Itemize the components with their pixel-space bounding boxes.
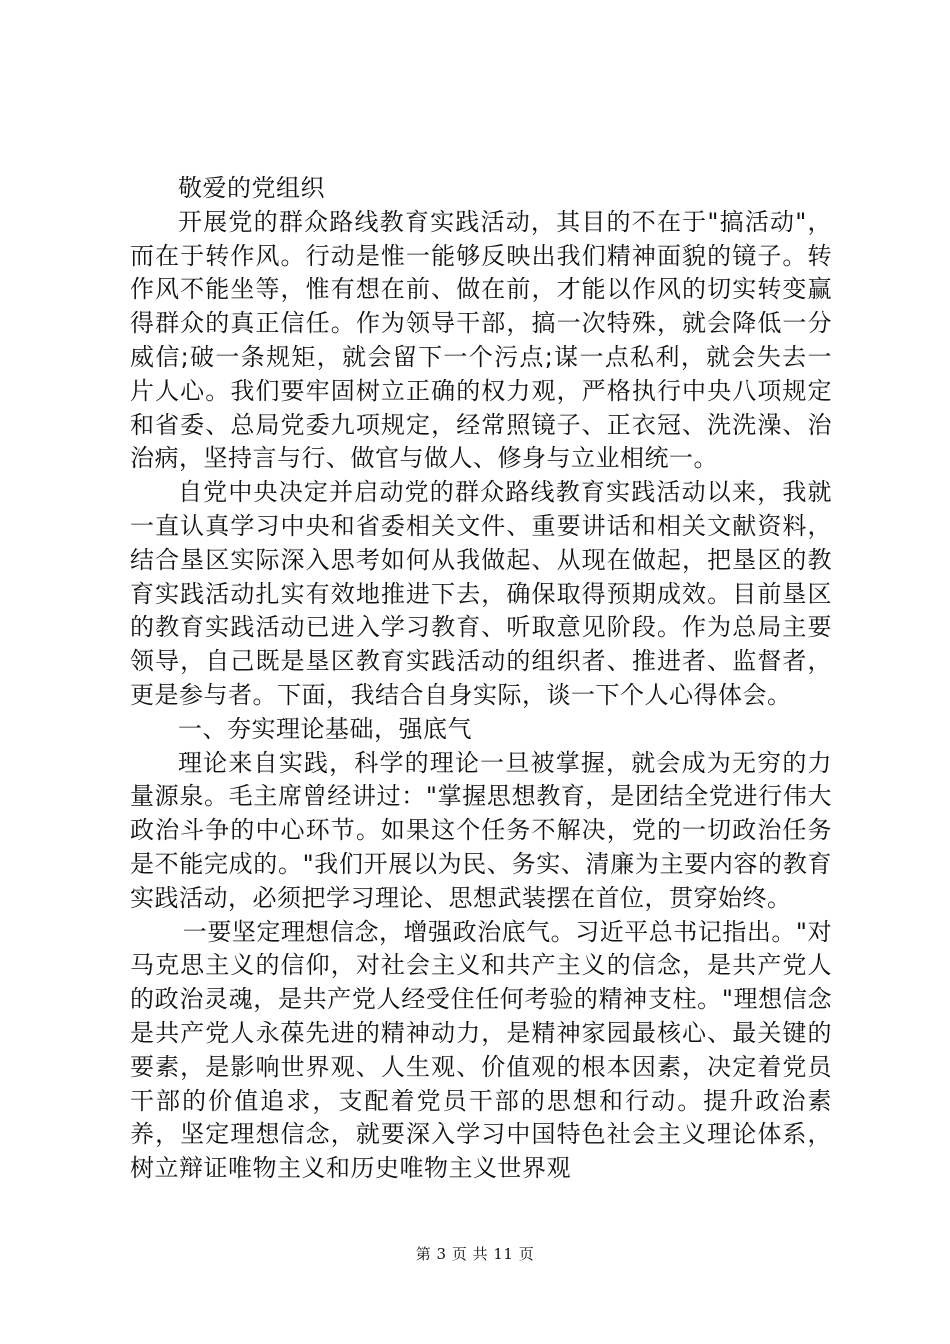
page-number-footer: 第 3 页 共 11 页 xyxy=(415,1245,535,1263)
section-heading-1: 一、夯实理论基础，强底气 xyxy=(178,714,472,743)
paragraph-theory: 理论来自实践，科学的理论一旦被掌握，就会成为无穷的力量源泉。毛主席曾经讲过："掌握思想教育，是团结全党进行伟大政治斗争的中心环节。如果这个任务不解决，党的一切政治任务是不能完成的。"我们开展以为民、务实、清廉为主要内容的教育实践活动，必须把学习理论、思想武装摆在首位，贯穿始终。 xyxy=(130,748,832,912)
salutation: 敬爱的党组织 xyxy=(178,174,325,202)
paragraph-intro: 开展党的群众路线教育实践活动，其目的不在于"搞活动"，而在于转作风。行动是惟一能够反映出我们精神面貌的镜子。转作风不能坐等，惟有想在前、做在前，才能以作风的切实转变赢得群众的真正信任。作为领导干部，搞一次特殊，就会降低一分威信;破一条规矩，就会留下一个污点;谋一点私利，就会失去一片人心。我们要牢固树立正确的权力观，严格执行中央八项规定和省委、总局党委九项规定，经常照镜子、正衣冠、洗洗澡、治治病，坚持言与行、做官与做人、修身与立业相统一。 xyxy=(130,207,832,473)
paragraph-background: 自党中央决定并启动党的群众路线教育实践活动以来，我就一直认真学习中央和省委相关文件、重要讲话和相关文献资料，结合垦区实际深入思考如何从我做起、从现在做起，把垦区的教育实践活动扎实有效地推进下去，确保取得预期成效。目前垦区的教育实践活动已进入学习教育、听取意见阶段。作为总局主要领导，自己既是垦区教育实践活动的组织者、推进者、监督者，更是参与者。下面，我结合自身实际，谈一下个人心得体会。 xyxy=(130,478,832,709)
document-body xyxy=(130,172,832,1186)
paragraph-ideals: 一要坚定理想信念，增强政治底气。习近平总书记指出。"对马克思主义的信仰，对社会主义和共产主义的信念，是共产党人的政治灵魂，是共产党人经受住任何考验的精神支柱。"理想信念是共产党人永葆先进的精神动力，是精神家园最核心、最关键的要素，是影响世界观、人生观、价值观的根本因素，决定着党员干部的价值追求，支配着党员干部的思想和行动。提升政治素养，坚定理想信念，就要深入学习中国特色社会主义理论体系，树立辩证唯物主义和历史唯物主义世界观 xyxy=(130,917,832,1183)
